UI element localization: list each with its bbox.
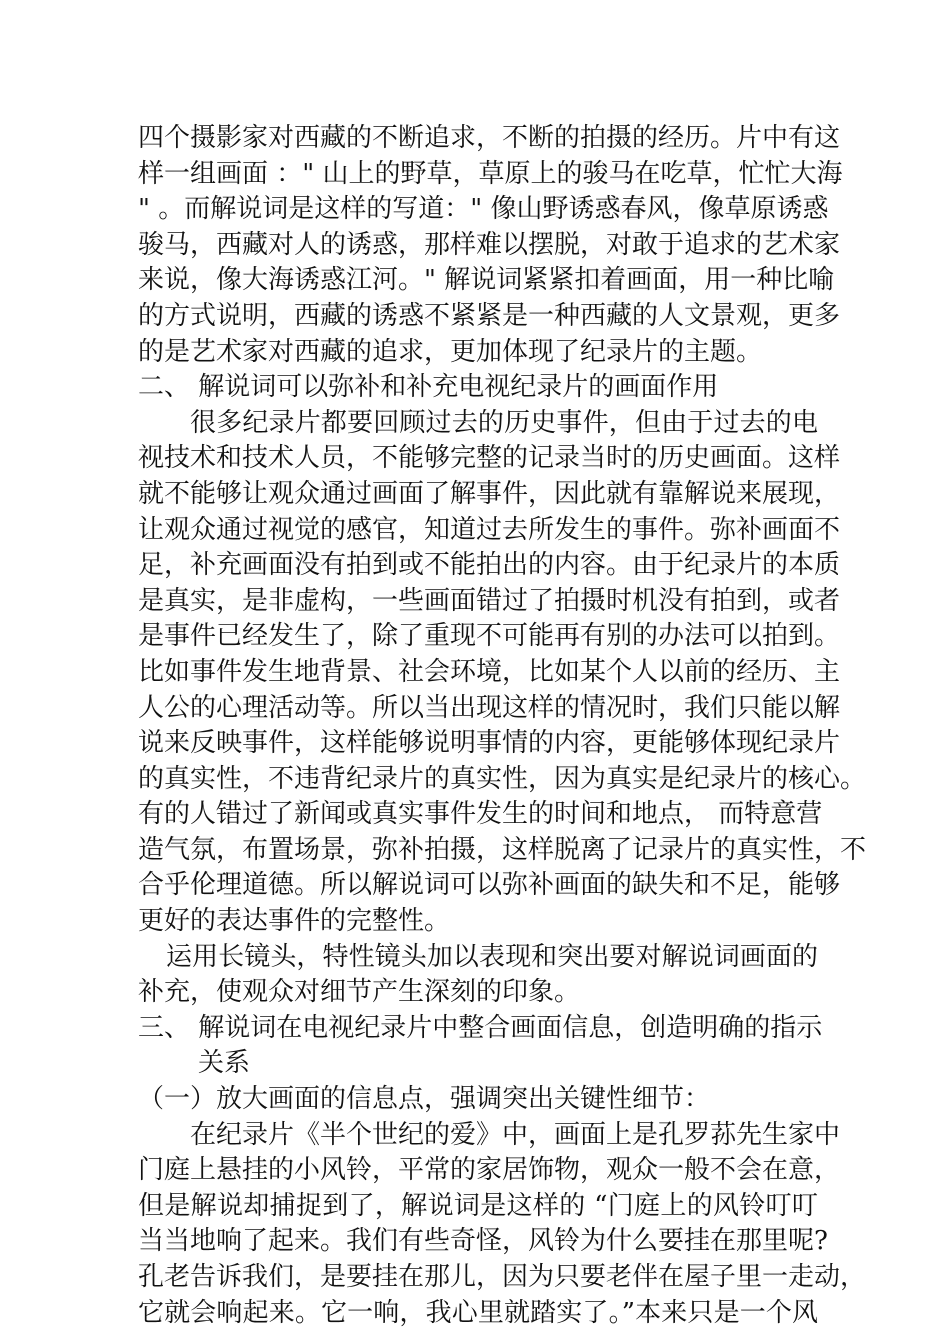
text-line: 孔老告诉我们，是要挂在那儿，因为只要老伴在屋子里一走动， [138, 1262, 867, 1292]
text-line: 样一组画面 ：" 山上的野草，草原上的骏马在吃草，忙忙大海 [138, 158, 843, 189]
text-line: 在纪录片《半个世纪的爱》中，画面上是孔罗荪先生家中 [190, 1119, 841, 1150]
text-line: 的方式说明，西藏的诱惑不紧紧是一种西藏的人文景观，更多 [138, 300, 841, 331]
paragraph [138, 1118, 867, 1332]
section-heading [138, 1011, 823, 1082]
text-line: 有的人错过了新闻或真实事件发生的时间和地点， 而特意营 [138, 799, 823, 830]
text-line: 的是艺术家对西藏的追求，更加体现了纪录片的主题。 [138, 336, 763, 367]
text-line: 合乎伦理道德。所以解说词可以弥补画面的缺失和不足，能够 [138, 870, 841, 901]
paragraph [138, 121, 843, 370]
text-line: 四个摄影家对西藏的不断追求，不断的拍摄的经历。片中有这 [138, 123, 841, 153]
text-line: 来说，像大海诱惑江河。" 解说词紧紧扣着画面，用一种比喻 [138, 265, 835, 296]
heading-line: 二、 解说词可以弥补和补充电视纪录片的画面作用 [138, 372, 719, 403]
heading-line: 三、 解说词在电视纪录片中整合画面信息，创造明确的指示 [138, 1012, 823, 1043]
text-line: 门庭上悬挂的小风铃，平常的家居饰物，观众一般不会在意， [138, 1155, 841, 1186]
section-heading [138, 370, 818, 406]
text-line: 是真实，是非虚构，一些画面错过了拍摄时机没有拍到，或者 [138, 585, 841, 616]
text-line: 人公的心理活动等。所以当出现这样的情况时，我们只能以解 [138, 692, 841, 723]
heading-line: 关系 [198, 1048, 251, 1079]
text-line: 就不能够让观众通过画面了解事件，因此就有靠解说来展现， [138, 478, 841, 509]
subheading-line: （一）放大画面的信息点，强调突出关键性细节： [138, 1084, 711, 1115]
text-line: 说来反映事件，这样能够说明事情的内容，更能够体现纪录片 [138, 728, 841, 759]
text-line: 它就会响起来。它一响，我心里就踏实了。”本来只是一个风 [138, 1297, 818, 1328]
text-line: 当当地响了起来。我们有些奇怪，风铃为什么要挂在那里呢? [138, 1226, 828, 1257]
paragraph [138, 406, 867, 940]
text-line: 运用长镜头，特性镜头加以表现和突出要对解说词画面的 [166, 941, 818, 972]
text-line: 但是解说却捕捉到了，解说词是这样的 “门庭上的风铃叮叮 [138, 1190, 818, 1221]
text-line: 造气氛，布置场景，弥补拍摄，这样脱离了记录片的真实性，不 [138, 834, 867, 865]
text-line: 比如事件发生地背景、社会环境，比如某个人以前的经历、主 [138, 656, 841, 687]
text-line: " 。而解说词是这样的写道：" 像山野诱惑春风，像草原诱惑 [138, 194, 829, 225]
text-line: 补充，使观众对细节产生深刻的印象。 [138, 977, 581, 1008]
text-line: 视技术和技术人员，不能够完整的记录当时的历史画面。这样 [138, 443, 841, 474]
paragraph [138, 940, 818, 1011]
text-line: 更好的表达事件的完整性。 [138, 906, 451, 937]
text-line: 是事件已经发生了，除了重现不可能再有别的办法可以拍到。 [138, 621, 841, 652]
subsection-heading [138, 1082, 818, 1118]
document-body [138, 121, 867, 1331]
text-line: 足，补充画面没有拍到或不能拍出的内容。由于纪录片的本质 [138, 550, 841, 581]
text-line: 很多纪录片都要回顾过去的历史事件，但由于过去的电 [190, 407, 818, 438]
text-line: 的真实性，不违背纪录片的真实性，因为真实是纪录片的核心。 [138, 763, 867, 794]
text-line: 骏马，西藏对人的诱惑，那样难以摆脱，对敢于追求的艺术家 [138, 229, 841, 260]
text-line: 让观众通过视觉的感官，知道过去所发生的事件。弥补画面不 [138, 514, 841, 545]
